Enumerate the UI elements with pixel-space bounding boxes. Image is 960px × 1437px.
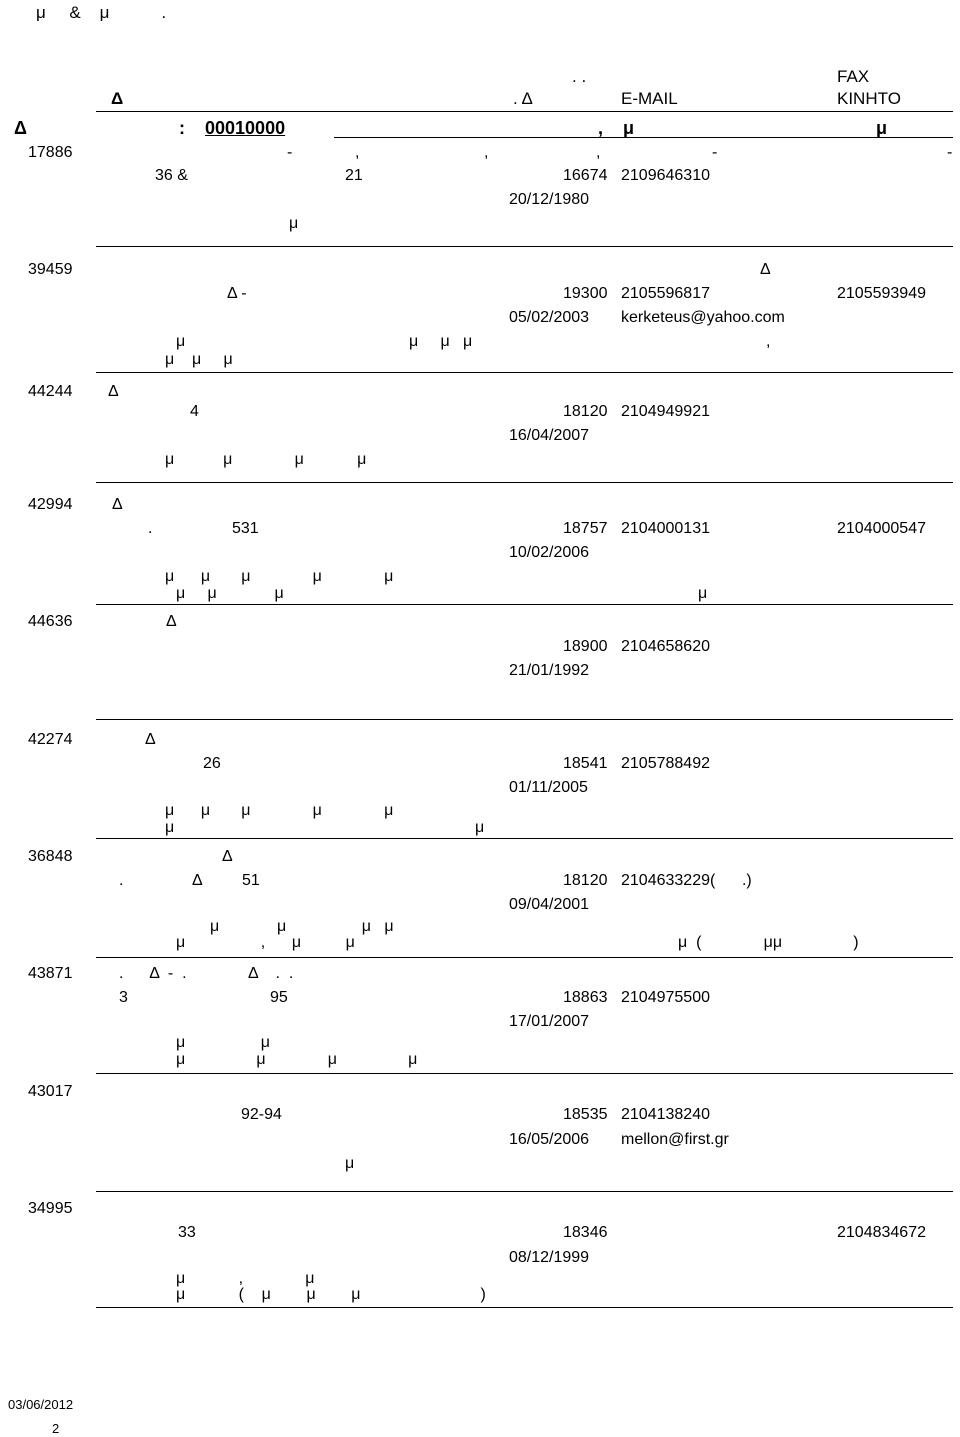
record-zip: 19300 [563, 285, 608, 302]
record-divider [96, 482, 953, 483]
group-rule [334, 137, 953, 138]
record-note: μ μ μ μ μ [165, 802, 394, 819]
record-phone: 2104975500 [621, 989, 710, 1006]
record-dot: . [148, 520, 153, 537]
record-date: 17/01/2007 [509, 1013, 590, 1030]
r1-comma: , [355, 144, 360, 161]
record-date: 09/04/2001 [509, 896, 590, 913]
group-mu: μ [876, 118, 888, 138]
record-zip: 18863 [563, 989, 608, 1006]
record-note: , [766, 333, 771, 350]
record-zip: 18120 [563, 403, 608, 420]
record-divider [96, 1307, 953, 1308]
record-phone: 2104000131 [621, 520, 710, 537]
record-dot: . [119, 872, 124, 889]
group-code: 00010000 [205, 118, 286, 138]
record-divider [96, 246, 953, 247]
record-divider [96, 957, 953, 958]
record-phone: 2104658620 [621, 638, 710, 655]
record-note: μ , μ μ [176, 934, 355, 951]
record-fax: 2104000547 [837, 520, 926, 537]
record-note: μ μ μ μ [176, 1051, 418, 1068]
header-dots: . . [572, 67, 587, 86]
record-fax: 2104834672 [837, 1224, 926, 1241]
record-note: μ μ [176, 1034, 271, 1051]
r1-dash: - [712, 144, 718, 161]
record-note: μ μ μ [176, 585, 284, 602]
record-divider [96, 838, 953, 839]
header-title: μ & μ . [36, 3, 167, 22]
record-id: 42274 [28, 731, 73, 748]
record-phone: 2104138240 [621, 1106, 710, 1123]
header-delta: Δ [111, 89, 124, 108]
record-email: kerketeus@yahoo.com [621, 309, 785, 326]
r1-dash: - [287, 144, 293, 161]
record-delta: Δ [222, 848, 233, 865]
record-date: 16/05/2006 [509, 1131, 590, 1148]
record-zip: 18757 [563, 520, 608, 537]
group-colon: : [179, 118, 185, 138]
record-note: μ [698, 585, 708, 602]
record-delta: Δ [112, 496, 123, 513]
r1-dash: - [947, 144, 953, 161]
record-id: 34995 [28, 1200, 73, 1217]
record-id: 36848 [28, 848, 73, 865]
record-number: 26 [203, 755, 221, 772]
record-street: 36 & [155, 167, 188, 184]
record-id: 43871 [28, 965, 73, 982]
record-date: 01/11/2005 [509, 779, 588, 796]
record-date: 05/02/2003 [509, 309, 590, 326]
record-number: 95 [270, 989, 288, 1006]
record-number: 3 [119, 989, 128, 1006]
record-phone: 2105788492 [621, 755, 710, 772]
record-note: μ μ μ μ [165, 451, 367, 468]
record-note: μ μ μ μ μ [165, 568, 394, 585]
record-note: μ [345, 1155, 355, 1172]
record-phone: 2109646310 [621, 167, 710, 184]
record-note: μ , μ [176, 1270, 315, 1287]
record-note: μ μ μ [409, 333, 473, 350]
record-number: 531 [232, 520, 259, 537]
r1-comma: , [596, 144, 601, 161]
record-name: Δ - [227, 285, 247, 302]
record-date: 08/12/1999 [509, 1249, 590, 1266]
record-date: 10/02/2006 [509, 544, 590, 561]
record-zip: 18541 [563, 755, 608, 772]
record-zip: 18535 [563, 1106, 608, 1123]
header-mobile: ΚΙΝΗΤΟ [837, 89, 901, 108]
r1-comma: , [484, 144, 489, 161]
record-divider [96, 1191, 953, 1192]
record-delta: Δ [145, 731, 156, 748]
record-zip: 18900 [563, 638, 608, 655]
record-phone: 2105596817 [621, 285, 710, 302]
footer-date: 03/06/2012 [8, 1397, 74, 1412]
record-note: μ [165, 819, 175, 836]
record-divider [96, 719, 953, 720]
record-note: μ [475, 819, 485, 836]
record-delta: Δ [108, 383, 119, 400]
record-number: 92-94 [241, 1106, 282, 1123]
record-note: μ [289, 215, 299, 232]
record-date: 16/04/2007 [509, 427, 590, 444]
record-id: 17886 [28, 144, 73, 161]
header-rule [96, 111, 953, 112]
record-phone: 2104633229( .) [621, 872, 752, 889]
record-id: 39459 [28, 261, 73, 278]
page-number: 2 [52, 1421, 60, 1436]
record-number: 4 [190, 403, 199, 420]
record-delta: Δ [166, 613, 177, 630]
header-fax: FAX [837, 67, 870, 86]
record-zip: 16674 [563, 167, 608, 184]
record-name: . Δ - . Δ . . [119, 965, 294, 982]
record-number: 33 [178, 1224, 196, 1241]
record-date: 21/01/1992 [509, 662, 590, 679]
record-divider [96, 604, 953, 605]
record-number: 21 [345, 167, 363, 184]
record-fax: 2105593949 [837, 285, 926, 302]
header-delta-prefix: . Δ [513, 89, 533, 108]
record-zip: 18346 [563, 1224, 608, 1241]
record-delta: Δ [192, 872, 203, 889]
record-id: 44636 [28, 613, 73, 630]
record-note: μ ( μ μ μ ) [176, 1286, 486, 1303]
record-number: 51 [242, 872, 260, 889]
record-note: μ [176, 333, 186, 350]
record-id: 42994 [28, 496, 73, 513]
record-id: 43017 [28, 1083, 73, 1100]
record-divider [96, 372, 953, 373]
record-id: 44244 [28, 383, 73, 400]
record-divider [96, 1073, 953, 1074]
record-zip: 18120 [563, 872, 608, 889]
record-date: 20/12/1980 [509, 191, 590, 208]
record-email: mellon@first.gr [621, 1131, 729, 1148]
group-delta: Δ [14, 118, 27, 138]
record-phone: 2104949921 [621, 403, 710, 420]
r2-delta: Δ [760, 261, 771, 278]
record-note: μ μ μ [165, 351, 233, 368]
header-email: E-MAIL [621, 89, 678, 108]
record-note: μ ( μμ ) [678, 934, 859, 951]
group-comma-mu: , μ [598, 118, 635, 138]
record-note: μ μ μ μ [210, 918, 394, 935]
